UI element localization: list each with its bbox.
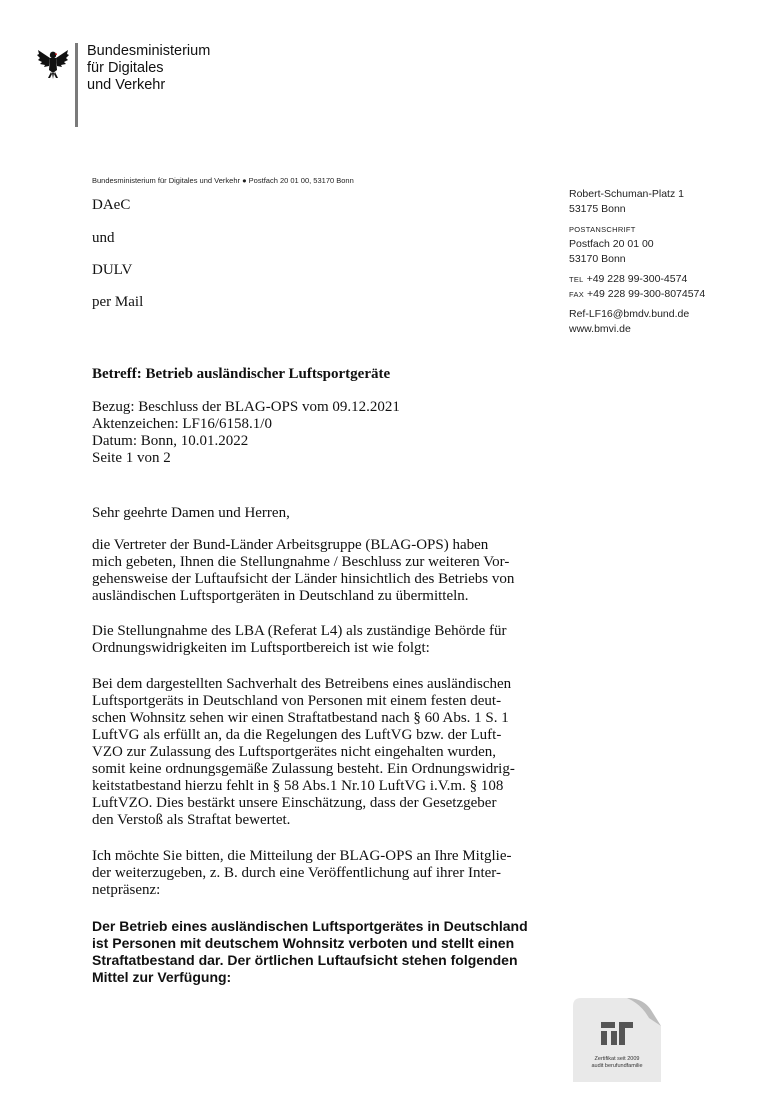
- paragraph-line: LuftVZO. Dies bestärkt unsere Einschätzung, dass der Gesetzgeber: [92, 795, 497, 811]
- paragraph-line: Straftatbestand dar. Der örtlichen Luftaufsicht stehen folgenden: [92, 952, 518, 968]
- body-paragraph-4: [92, 848, 547, 899]
- certificate-line: Zertifikat seit 2009: [594, 1056, 640, 1062]
- postbox: Postfach 20 01 00: [569, 238, 654, 250]
- reference-line: Datum: Bonn, 10.01.2022: [92, 433, 249, 449]
- paragraph-line: mich gebeten, Ihnen die Stellungnahme / Beschluss zur weiteren Vor-: [92, 554, 510, 570]
- certificate-line: audit berufundfamilie: [591, 1063, 643, 1069]
- ministry-name: [87, 43, 210, 94]
- reference-block: [92, 399, 400, 467]
- recipient-line: per Mail: [92, 294, 144, 310]
- telephone-row: [569, 272, 759, 287]
- paragraph-line: Der Betrieb eines ausländischen Luftsportgerätes in Deutschland: [92, 918, 528, 934]
- certificate-caption: [575, 1056, 659, 1070]
- recipient-line: und: [92, 230, 115, 246]
- logo-divider-bar: [75, 43, 78, 127]
- contact-block: [569, 187, 759, 337]
- paragraph-line: ausländischen Luftsportgeräten in Deutschland zu übermitteln.: [92, 588, 469, 604]
- paragraph-line: die Vertreter der Bund-Länder Arbeitsgruppe (BLAG-OPS) haben: [92, 537, 489, 553]
- paragraph-line: den Verstoß als Straftat bewertet.: [92, 812, 291, 828]
- ministry-name-line: für Digitales: [87, 60, 164, 76]
- postbox-city: 53170 Bonn: [569, 253, 626, 265]
- paragraph-line: Bei dem dargestellten Sachverhalt des Betreibens eines ausländischen: [92, 676, 512, 692]
- paragraph-line: netpräsenz:: [92, 882, 161, 898]
- body-paragraph-1: [92, 537, 547, 605]
- paragraph-line: keitstatbestand hierzu fehlt in § 58 Abs.1 Nr.10 LuftVG i.V.m. § 108: [92, 778, 504, 794]
- reference-line: Bezug: Beschluss der BLAG-OPS vom 09.12.2021: [92, 399, 400, 415]
- paragraph-line: schen Wohnsitz sehen wir einen Straftatbestand nach § 60 Abs. 1 S. 1: [92, 710, 509, 726]
- paragraph-line: VZO zur Zulassung des Luftsportgerätes nicht eingehalten wurden,: [92, 744, 497, 760]
- street-address: Robert-Schuman-Platz 1: [569, 188, 684, 200]
- fax-number: +49 228 99-300-8074574: [587, 288, 706, 300]
- postal-label: POSTANSCHRIFT: [569, 225, 636, 234]
- telephone-number: +49 228 99-300-4574: [586, 273, 688, 285]
- bold-statement: [92, 918, 528, 986]
- paragraph-line: Ordnungswidrigkeiten im Luftsportbereich ist wie folgt:: [92, 640, 430, 656]
- tel-label: TEL: [569, 275, 584, 284]
- paragraph-line: LuftVG als erfüllt an, da die Regelungen des LuftVG bzw. der Luft-: [92, 727, 502, 743]
- fax-label: FAX: [569, 290, 585, 299]
- paragraph-line: der weiterzugeben, z. B. durch eine Veröffentlichung auf ihrer Inter-: [92, 865, 501, 881]
- email-address: Ref-LF16@bmdv.bund.de: [569, 308, 690, 320]
- city-address: 53175 Bonn: [569, 203, 626, 215]
- body-paragraph-2: [92, 623, 547, 657]
- fax-row: [569, 287, 759, 302]
- paragraph-line: somit keine ordnungsgemäße Zulassung besteht. Ein Ordnungswidrig-: [92, 761, 515, 777]
- paragraph-line: Die Stellungnahme des LBA (Referat L4) als zuständige Behörde für: [92, 623, 507, 639]
- ministry-name-line: Bundesministerium: [87, 43, 211, 59]
- recipient-line: DAeC: [92, 197, 131, 213]
- paragraph-line: Luftsportgeräts in Deutschland von Personen mit einem festen deut-: [92, 693, 502, 709]
- federal-eagle-icon: [36, 44, 70, 80]
- recipient-line: DULV: [92, 262, 133, 278]
- body-paragraph-3: [92, 676, 547, 829]
- sender-address-line: Bundesministerium für Digitales und Verkehr ● Postfach 20 01 00, 53170 Bonn: [92, 176, 354, 185]
- paragraph-line: ist Personen mit deutschem Wohnsitz verboten und stellt einen: [92, 935, 515, 951]
- salutation: Sehr geehrte Damen und Herren,: [92, 505, 290, 521]
- reference-line: Seite 1 von 2: [92, 450, 171, 466]
- reference-line: Aktenzeichen: LF16/6158.1/0: [92, 416, 272, 432]
- ministry-name-line: und Verkehr: [87, 77, 166, 93]
- website: www.bmvi.de: [569, 323, 631, 335]
- paragraph-line: Mittel zur Verfügung:: [92, 969, 232, 985]
- paragraph-line: Ich möchte Sie bitten, die Mitteilung der BLAG-OPS an Ihre Mitglie-: [92, 848, 512, 864]
- paragraph-line: gehensweise der Luftaufsicht der Länder hinsichtlich des Betriebs von: [92, 571, 515, 587]
- subject-line: Betreff: Betrieb ausländischer Luftsportgeräte: [92, 366, 391, 382]
